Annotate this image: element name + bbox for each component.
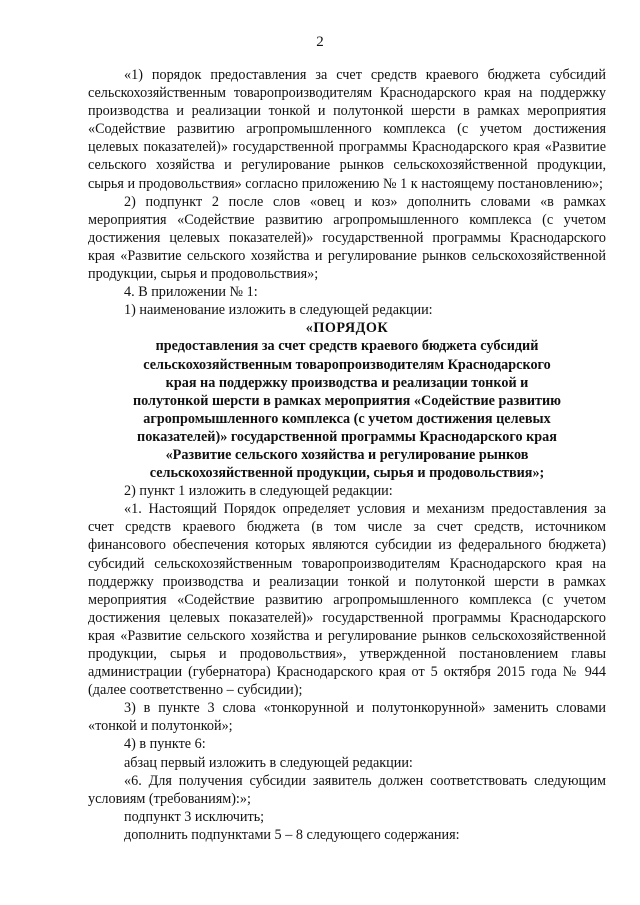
paragraph-name-edit: 1) наименование изложить в следующей редакции: <box>124 302 433 319</box>
paragraph-point-6-text: «6. Для получения субсидии заявитель должен соответствовать следующим условиям (требованиям):»; <box>88 772 606 807</box>
paragraph-point-1-text: «1. Настоящий Порядок определяет условия и механизм предоставления за счет средств краевого бюджета (в том числе за счет средств, источником финансового обеспечения которых являются субсидии из федерального бюджета) субсидий сельскохозяйственным товаропроизводителям Краснодарского края на поддержку производства и реализации тонкой и полутонкой шерсти в рамках мероприятия «Содействие развитию агропромышленного комплекса (с учетом достижения целевых показателей)» государственной программы Краснодарского края «Развитие сельского хозяйства и регулирование рынков сельскохозяйственной продукции, сырья и продовольствия», утвержденной постановлением главы администрации (губернатора) Краснодарского края от 5 октября 2015 года № 944 (далее соответственно – субсидии); <box>88 501 606 699</box>
paragraph-subpoint-1: «1) порядок предоставления за счет средств краевого бюджета субсидий сельскохозяйственным товаропроизводителям Краснодарского края на поддержку производства и реализации тонкой и полутонкой шерсти в рамках мероприятия «Содействие развитию агропромышленного комплекса (с учетом достижения целевых показателей)» государственной программы Краснодарского края «Развитие сельского хозяйства и регулирование рынков сельскохозяйственной продукции, сырья и продовольствия» согласно приложению № 1 к настоящему постановлению»; <box>88 67 606 192</box>
order-title-line: «Развитие сельского хозяйства и регулирование рынков <box>165 446 529 463</box>
order-title-line: края на поддержку производства и реализации тонкой и <box>165 374 529 391</box>
paragraph-point-1-edit: 2) пункт 1 изложить в следующей редакции: <box>124 483 393 500</box>
paragraph-point-3-edit: 3) в пункте 3 слова «тонкорунной и полутонкорунной» заменить словами «тонкой и полутонкой»; <box>88 700 606 735</box>
order-title-line: показателей)» государственной программы Краснодарского края <box>137 428 557 445</box>
order-title-line: предоставления за счет средств краевого бюджета субсидий <box>155 338 539 355</box>
order-title-line: агропромышленного комплекса (с учетом достижения целевых <box>143 410 551 427</box>
document-body <box>88 66 606 844</box>
paragraph-section-4: 4. В приложении № 1: <box>124 284 258 301</box>
paragraph-subpoint-2: 2) подпункт 2 после слов «овец и коз» дополнить словами «в рамках мероприятия «Содействие развитию агропромышленного комплекса (с учетом достижения целевых показателей)» государственной программы Краснодарского края «Развитие сельского хозяйства и регулирование рынков сельскохозяйственной продукции, сырья и продовольствия»; <box>88 193 606 283</box>
paragraph-subpoint-3-remove: подпункт 3 исключить; <box>124 808 265 825</box>
order-title-heading: «ПОРЯДОК <box>305 320 389 337</box>
page-number: 2 <box>316 34 324 50</box>
order-title-line: сельскохозяйственной продукции, сырья и продовольствия»; <box>149 465 545 482</box>
order-title-line: полутонкой шерсти в рамках мероприятия «Содействие развитию <box>132 392 562 409</box>
paragraph-point-6: 4) в пункте 6: <box>124 736 206 753</box>
paragraph-add-subpoints: дополнить подпунктами 5 – 8 следующего содержания: <box>124 826 460 843</box>
order-title-line: сельскохозяйственным товаропроизводителям Краснодарского <box>143 356 551 373</box>
paragraph-first-abzac: абзац первый изложить в следующей редакции: <box>124 754 413 771</box>
order-title-block <box>88 319 606 482</box>
